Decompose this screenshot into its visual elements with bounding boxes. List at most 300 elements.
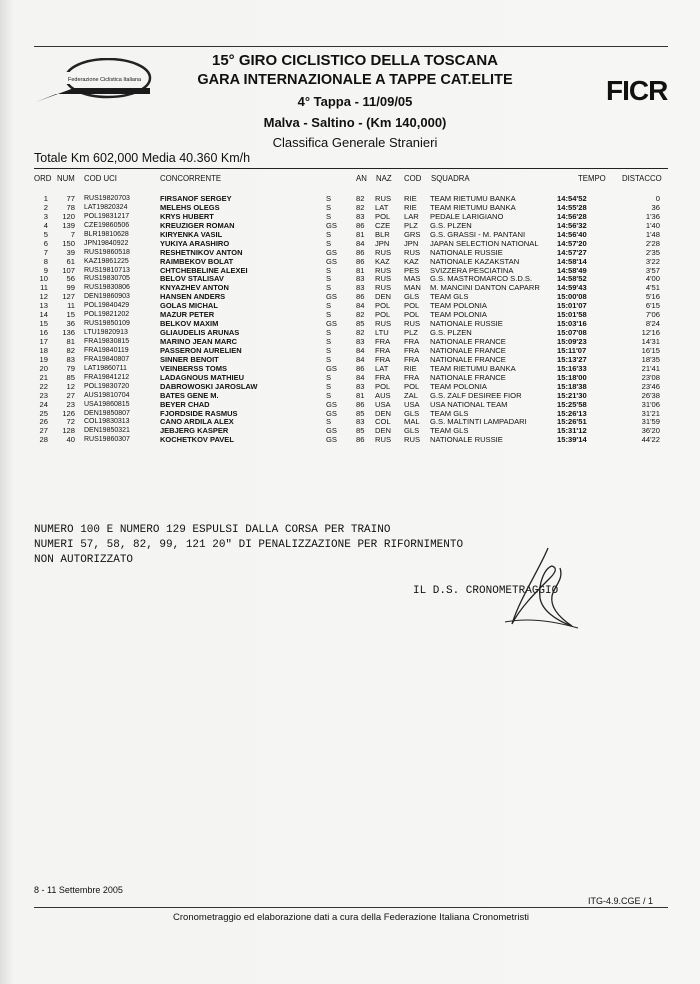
header-rule bbox=[34, 168, 668, 169]
cell-concorrente: BEYER CHAD bbox=[160, 399, 210, 409]
cell-squadra: TEAM RIETUMU BANKA bbox=[430, 202, 516, 212]
cell-ord: 1 bbox=[43, 194, 48, 203]
table-row bbox=[0, 418, 700, 427]
cell-concorrente: VEINBERSS TOMS bbox=[160, 363, 227, 373]
cell-distacco: 2'28 bbox=[645, 238, 660, 248]
cell-naz: RUS bbox=[375, 319, 392, 329]
cell-distacco: 36'20 bbox=[641, 426, 660, 436]
cell-distacco: 5'16 bbox=[645, 292, 660, 302]
cell-an: 83 bbox=[356, 274, 365, 284]
cell-tempo: 15:26'13 bbox=[557, 408, 587, 418]
table-row bbox=[0, 267, 700, 276]
cell-concorrente: MARINO JEAN MARC bbox=[160, 337, 238, 346]
cell-concorrente: HANSEN ANDERS bbox=[160, 292, 226, 302]
cell-squadra: G.S. GRASSI - M. PANTANI bbox=[430, 229, 526, 239]
cell-category: S bbox=[326, 229, 332, 239]
cell-num: 83 bbox=[66, 354, 75, 364]
cell-distacco: 6'15 bbox=[645, 301, 660, 311]
cell-squadra: NATIONALE FRANCE bbox=[430, 372, 506, 382]
cell-distacco: 23'46 bbox=[641, 381, 660, 391]
cell-an: 86 bbox=[356, 292, 365, 302]
cell-cod: RIE bbox=[404, 202, 417, 212]
table-row bbox=[0, 410, 700, 419]
cell-cod-uci: RUS19810713 bbox=[84, 266, 130, 274]
fci-logo-text: Federazione Ciclistica Italiana bbox=[68, 77, 142, 83]
cell-ord: 10 bbox=[39, 274, 48, 284]
cell-cod: USA bbox=[404, 399, 420, 409]
cell-cod-uci: FRA19841212 bbox=[84, 373, 130, 381]
cell-ord: 24 bbox=[39, 399, 48, 409]
cell-squadra: TEAM POLONIA bbox=[430, 301, 487, 311]
table-row bbox=[0, 392, 700, 401]
cell-num: 12 bbox=[66, 381, 75, 391]
col-ord: ORD bbox=[34, 174, 52, 183]
cell-cod-uci: FRA19830815 bbox=[84, 338, 130, 345]
cell-num: 85 bbox=[66, 372, 75, 382]
cell-cod: RUS bbox=[404, 247, 421, 257]
cell-concorrente: DABROWOSKI JAROSLAW bbox=[160, 381, 258, 391]
cell-naz: FRA bbox=[375, 372, 391, 382]
cell-cod-uci: RUS19830705 bbox=[84, 275, 130, 283]
table-row bbox=[0, 231, 700, 240]
cell-naz: RUS bbox=[375, 265, 392, 275]
cell-distacco: 21'41 bbox=[641, 363, 660, 373]
cell-category: GS bbox=[326, 319, 337, 329]
cell-an: 83 bbox=[356, 211, 365, 221]
cell-distacco: 7'06 bbox=[645, 310, 660, 320]
cell-distacco: 18'35 bbox=[641, 354, 660, 364]
route-info: Malva - Saltino - (Km 140,000) bbox=[263, 115, 447, 130]
cell-squadra: M. MANCINI DANTON CAPARR bbox=[430, 283, 540, 293]
cell-num: 39 bbox=[66, 247, 75, 257]
cell-ord: 26 bbox=[39, 417, 48, 427]
fci-logo bbox=[34, 58, 154, 104]
cell-squadra: G.S. MALTINTI LAMPADARI bbox=[430, 417, 527, 427]
race-title: 15° GIRO CICLISTICO DELLA TOSCANA bbox=[211, 52, 499, 69]
note-line: NUMERO 100 E NUMERO 129 ESPULSI DALLA CORSA PER TRAINO bbox=[34, 524, 391, 536]
col-cod-uci: COD UCI bbox=[84, 174, 117, 183]
cell-distacco: 36 bbox=[651, 202, 660, 212]
cell-distacco: 1'36 bbox=[645, 211, 660, 221]
cell-an: 83 bbox=[356, 283, 365, 293]
cell-tempo: 14:54'52 bbox=[557, 194, 587, 203]
cell-cod: KAZ bbox=[404, 256, 419, 266]
cell-category: GS bbox=[326, 435, 337, 445]
cell-cod-uci: AUS19810704 bbox=[84, 391, 130, 399]
stage-info: 4° Tappa - 11/09/05 bbox=[297, 94, 413, 109]
cell-distacco: 26'38 bbox=[641, 390, 660, 400]
cell-ord: 5 bbox=[43, 229, 48, 239]
cell-squadra: NATIONALE RUSSIE bbox=[430, 319, 503, 329]
table-row bbox=[0, 401, 700, 410]
cell-category: S bbox=[326, 283, 332, 293]
cell-concorrente: KREUZIGER ROMAN bbox=[160, 220, 235, 230]
cell-ord: 11 bbox=[40, 283, 48, 293]
cell-ord: 28 bbox=[39, 435, 48, 445]
cell-cod-uci: RUS19860307 bbox=[84, 436, 130, 444]
cell-ord: 17 bbox=[39, 337, 48, 346]
cell-concorrente: GOLAS MICHAL bbox=[160, 301, 218, 311]
signature-line: IL D.S. CRONOMETRAGGIO bbox=[413, 585, 559, 597]
cell-squadra: TEAM GLS bbox=[430, 408, 469, 418]
cell-naz: FRA bbox=[375, 354, 391, 364]
cell-ord: 21 bbox=[39, 372, 48, 382]
cell-tempo: 15:31'12 bbox=[557, 426, 587, 436]
cell-ord: 8 bbox=[43, 256, 48, 266]
cell-tempo: 14:59'43 bbox=[557, 283, 587, 293]
cell-concorrente: FJORDSIDE RASMUS bbox=[160, 408, 238, 418]
cell-category: GS bbox=[326, 247, 337, 257]
cell-ord: 25 bbox=[39, 408, 48, 418]
cell-concorrente: BATES GENE M. bbox=[160, 390, 219, 400]
cell-ord: 23 bbox=[39, 390, 48, 400]
cell-cod: GLS bbox=[404, 426, 420, 436]
cell-cod-uci: LAT19820324 bbox=[84, 203, 128, 211]
note-line: NUMERI 57, 58, 82, 99, 121 20" DI PENALIZZAZIONE PER RIFORNIMENTO bbox=[34, 539, 464, 551]
col-tempo: TEMPO bbox=[578, 174, 606, 183]
cell-category: GS bbox=[326, 292, 337, 302]
cell-cod-uci: RUS19850109 bbox=[84, 320, 130, 328]
cell-distacco: 14'31 bbox=[641, 337, 660, 346]
cell-distacco: 31'59 bbox=[641, 417, 660, 427]
cell-tempo: 15:21'30 bbox=[557, 390, 587, 400]
cell-tempo: 15:26'51 bbox=[557, 417, 587, 427]
cell-num: 120 bbox=[62, 211, 75, 221]
cell-distacco: 16'15 bbox=[641, 345, 660, 355]
cell-tempo: 15:25'58 bbox=[557, 399, 587, 409]
cell-an: 81 bbox=[356, 265, 365, 275]
cell-an: 86 bbox=[356, 247, 365, 257]
cell-naz: BLR bbox=[375, 229, 390, 239]
cell-cod-uci: DEN19850321 bbox=[84, 427, 130, 435]
cell-an: 82 bbox=[356, 310, 365, 320]
cell-cod-uci: POL19831217 bbox=[84, 212, 130, 220]
cell-tempo: 15:39'14 bbox=[557, 435, 587, 445]
table-row bbox=[0, 383, 700, 392]
cell-ord: 4 bbox=[43, 220, 48, 230]
cell-ord: 7 bbox=[43, 247, 48, 257]
cell-cod: FRA bbox=[404, 345, 420, 355]
cell-concorrente: GLIAUDELIS ARUNAS bbox=[160, 328, 240, 338]
top-rule bbox=[34, 46, 668, 47]
cell-squadra: NATIONALE FRANCE bbox=[430, 354, 506, 364]
cell-an: 86 bbox=[356, 435, 365, 445]
cell-distacco: 4'51 bbox=[645, 283, 660, 293]
cell-naz: CZE bbox=[375, 220, 391, 230]
cell-naz: COL bbox=[375, 417, 391, 427]
cell-concorrente: FIRSANOF SERGEY bbox=[160, 194, 232, 203]
summary-line: Totale Km 602,000 Media 40.360 Km/h bbox=[34, 151, 251, 165]
cell-distacco: 3'22 bbox=[645, 256, 660, 266]
cell-ord: 3 bbox=[43, 211, 48, 221]
cell-an: 81 bbox=[356, 229, 365, 239]
cell-category: S bbox=[326, 274, 332, 284]
cell-num: 81 bbox=[66, 337, 75, 346]
cell-an: 86 bbox=[356, 399, 365, 409]
cell-ord: 22 bbox=[39, 381, 48, 391]
cell-category: S bbox=[326, 337, 332, 346]
cell-num: 82 bbox=[66, 345, 75, 355]
cell-category: S bbox=[326, 202, 332, 212]
cell-an: 82 bbox=[356, 202, 365, 212]
cell-naz: USA bbox=[375, 399, 391, 409]
cell-ord: 2 bbox=[43, 202, 48, 212]
table-row bbox=[0, 249, 700, 258]
table-row bbox=[0, 293, 700, 302]
cell-num: 107 bbox=[62, 265, 75, 275]
cell-cod: LAR bbox=[404, 211, 419, 221]
cell-tempo: 14:56'40 bbox=[557, 229, 587, 239]
cell-distacco: 12'16 bbox=[641, 328, 660, 338]
cell-cod: GLS bbox=[404, 408, 420, 418]
cell-tempo: 15:13'27 bbox=[557, 354, 587, 364]
classification-title: Classifica Generale Stranieri bbox=[272, 135, 438, 150]
cell-category: S bbox=[326, 328, 332, 338]
cell-an: 84 bbox=[356, 354, 365, 364]
cell-naz: DEN bbox=[375, 292, 392, 302]
cell-num: 150 bbox=[62, 238, 75, 248]
cell-tempo: 14:58'52 bbox=[557, 274, 587, 284]
cell-cod: POL bbox=[404, 310, 420, 320]
table-row bbox=[0, 284, 700, 293]
cell-concorrente: CANO ARDILA ALEX bbox=[160, 417, 234, 427]
cell-cod-uci: RUS19820703 bbox=[84, 195, 130, 202]
cell-cod-uci: POL19821202 bbox=[84, 311, 130, 319]
cell-an: 86 bbox=[356, 363, 365, 373]
cell-ord: 6 bbox=[43, 238, 48, 248]
cell-naz: DEN bbox=[375, 426, 392, 436]
cell-an: 86 bbox=[356, 256, 365, 266]
cell-cod: RUS bbox=[404, 435, 421, 445]
cell-cod-uci: CZE19860506 bbox=[84, 221, 130, 229]
cell-naz: RUS bbox=[375, 274, 392, 284]
cell-ord: 13 bbox=[39, 301, 48, 311]
cell-concorrente: RESHETNIKOV ANTON bbox=[160, 247, 243, 257]
cell-category: S bbox=[326, 345, 332, 355]
cell-cod: RIE bbox=[404, 194, 417, 203]
cell-cod-uci: BLR19810628 bbox=[84, 230, 129, 238]
cell-tempo: 15:16'33 bbox=[557, 363, 587, 373]
cell-num: 15 bbox=[66, 310, 75, 320]
note-line: NON AUTORIZZATO bbox=[34, 554, 134, 566]
cell-tempo: 14:58'49 bbox=[557, 265, 587, 275]
cell-naz: POL bbox=[375, 310, 391, 320]
cell-category: S bbox=[326, 310, 332, 320]
cell-cod: ZAL bbox=[404, 390, 418, 400]
col-concorrente: CONCORRENTE bbox=[160, 174, 222, 183]
cell-squadra: TEAM GLS bbox=[430, 292, 469, 302]
cell-an: 84 bbox=[356, 238, 365, 248]
cell-cod: GLS bbox=[404, 292, 420, 302]
cell-an: 84 bbox=[356, 372, 365, 382]
ficr-logo: FICR bbox=[606, 75, 668, 106]
cell-naz: RUS bbox=[375, 194, 392, 203]
cell-concorrente: MELEHS OLEGS bbox=[160, 202, 220, 212]
cell-tempo: 15:09'23 bbox=[557, 337, 587, 346]
table-row bbox=[0, 436, 700, 445]
cell-cod: PLZ bbox=[404, 328, 418, 338]
cell-cod: FRA bbox=[404, 372, 420, 382]
cell-cod-uci: DEN19860903 bbox=[84, 293, 130, 301]
cell-ord: 9 bbox=[43, 265, 48, 275]
cell-tempo: 15:11'07 bbox=[557, 345, 587, 355]
cell-squadra: TEAM RIETUMU BANKA bbox=[430, 363, 516, 373]
cell-distacco: 1'40 bbox=[645, 220, 660, 230]
cell-an: 83 bbox=[356, 417, 365, 427]
cell-naz: LTU bbox=[375, 328, 389, 338]
cell-category: S bbox=[326, 381, 332, 391]
cell-cod-uci: DEN19850807 bbox=[84, 409, 130, 417]
cell-distacco: 0 bbox=[655, 194, 660, 203]
cell-num: 126 bbox=[62, 408, 75, 418]
race-subtitle: GARA INTERNAZIONALE A TAPPE CAT.ELITE bbox=[197, 72, 513, 88]
cell-an: 86 bbox=[356, 220, 365, 230]
cell-an: 85 bbox=[356, 426, 365, 436]
cell-category: S bbox=[326, 354, 332, 364]
cell-tempo: 14:57'20 bbox=[557, 238, 587, 248]
cell-cod-uci: KAZ19861225 bbox=[84, 257, 129, 265]
cell-category: S bbox=[326, 265, 332, 275]
cell-category: S bbox=[326, 417, 332, 427]
cell-tempo: 15:18'38 bbox=[557, 381, 587, 391]
footer-date: 8 - 11 Settembre 2005 bbox=[34, 885, 123, 895]
cell-category: S bbox=[326, 211, 332, 221]
table-row bbox=[0, 329, 700, 338]
cell-naz: FRA bbox=[375, 345, 391, 355]
cell-an: 84 bbox=[356, 345, 365, 355]
cell-concorrente: JEBJERG KASPER bbox=[160, 426, 229, 436]
cell-category: S bbox=[326, 194, 332, 203]
cell-squadra: G.S. ZALF DESIREE FIOR bbox=[430, 390, 522, 400]
cell-naz: FRA bbox=[375, 337, 391, 346]
table-row bbox=[0, 374, 700, 383]
cell-cod-uci: RUS19860518 bbox=[84, 248, 130, 256]
cell-num: 61 bbox=[66, 256, 75, 266]
table-row bbox=[0, 222, 700, 231]
cell-cod: POL bbox=[404, 381, 420, 391]
table-row bbox=[0, 258, 700, 267]
cell-category: S bbox=[326, 390, 332, 400]
cell-naz: JPN bbox=[375, 238, 390, 248]
cell-squadra: JAPAN SELECTION NATIONAL bbox=[430, 238, 539, 248]
footer-credit: Cronometraggio ed elaborazione dati a cura della Federazione Italiana Cronometristi bbox=[173, 912, 529, 923]
cell-cod: FRA bbox=[404, 354, 420, 364]
cell-num: 23 bbox=[66, 399, 75, 409]
cell-concorrente: PASSERON AURELIEN bbox=[160, 345, 242, 355]
notes-block bbox=[34, 523, 463, 568]
cell-num: 136 bbox=[62, 328, 75, 338]
cell-distacco: 4'00 bbox=[645, 274, 660, 284]
cell-num: 72 bbox=[66, 417, 75, 427]
cell-concorrente: CHTCHEBELINE ALEXEI bbox=[160, 265, 248, 275]
cell-distacco: 3'57 bbox=[645, 265, 660, 275]
handwritten-signature bbox=[500, 538, 590, 633]
cell-cod: RIE bbox=[404, 363, 417, 373]
cell-concorrente: KIRYENKA VASIL bbox=[160, 229, 223, 239]
cell-category: GS bbox=[326, 256, 337, 266]
cell-distacco: 31'21 bbox=[641, 408, 660, 418]
cell-an: 85 bbox=[356, 319, 365, 329]
cell-num: 99 bbox=[66, 283, 75, 293]
cell-category: S bbox=[326, 238, 332, 248]
cell-squadra: NATIONALE FRANCE bbox=[430, 345, 506, 355]
cell-category: S bbox=[326, 372, 332, 382]
cell-naz: POL bbox=[375, 211, 391, 221]
cell-naz: POL bbox=[375, 301, 391, 311]
cell-concorrente: MAZUR PETER bbox=[160, 310, 215, 320]
cell-tempo: 15:07'08 bbox=[557, 328, 587, 338]
cell-squadra: NATIONALE RUSSIE bbox=[430, 435, 503, 445]
cell-ord: 18 bbox=[39, 345, 48, 355]
cell-tempo: 14:57'27 bbox=[557, 247, 587, 257]
cell-squadra: G.S. MASTROMARCO S.D.S. bbox=[430, 274, 533, 284]
cell-ord: 16 bbox=[39, 328, 48, 338]
cell-cod-uci: POL19840429 bbox=[84, 302, 130, 310]
results-table bbox=[0, 195, 700, 445]
cell-cod: FRA bbox=[404, 337, 420, 346]
cell-naz: LAT bbox=[375, 363, 389, 373]
cell-squadra: PEDALE LARIGIANO bbox=[430, 211, 504, 221]
cell-squadra: G.S. PLZEN bbox=[430, 328, 472, 338]
cell-squadra: TEAM POLONIA bbox=[430, 310, 487, 320]
table-row bbox=[0, 365, 700, 374]
cell-tempo: 14:56'28 bbox=[557, 211, 587, 221]
cell-ord: 27 bbox=[39, 426, 48, 436]
cell-cod: GRS bbox=[404, 229, 421, 239]
table-row bbox=[0, 320, 700, 329]
cell-cod: MAL bbox=[404, 417, 420, 427]
cell-cod-uci: USA19860815 bbox=[84, 400, 130, 408]
col-distacco: DISTACCO bbox=[622, 174, 662, 183]
cell-cod: RUS bbox=[404, 319, 421, 329]
cell-concorrente: BELKOV MAXIM bbox=[160, 319, 219, 329]
table-row bbox=[0, 275, 700, 284]
cell-num: 11 bbox=[67, 301, 75, 311]
cell-an: 82 bbox=[356, 194, 365, 203]
cell-tempo: 15:01'58 bbox=[557, 310, 587, 320]
cell-ord: 19 bbox=[39, 354, 48, 364]
cell-ord: 15 bbox=[39, 319, 48, 329]
footer-code: ITG-4.9.CGE / 1 bbox=[588, 896, 654, 906]
cell-squadra: TEAM RIETUMU BANKA bbox=[430, 194, 516, 203]
col-cod: COD bbox=[404, 174, 422, 183]
cell-category: GS bbox=[326, 220, 337, 230]
cell-num: 56 bbox=[66, 274, 75, 284]
cell-distacco: 8'24 bbox=[645, 319, 660, 329]
cell-an: 83 bbox=[356, 381, 365, 391]
cell-an: 84 bbox=[356, 301, 365, 311]
cell-squadra: TEAM GLS bbox=[430, 426, 469, 436]
cell-cod-uci: RUS19830806 bbox=[84, 284, 130, 292]
cell-naz: POL bbox=[375, 381, 391, 391]
cell-distacco: 2'35 bbox=[645, 247, 660, 257]
table-row bbox=[0, 311, 700, 320]
col-num: NUM bbox=[57, 174, 75, 183]
cell-num: 7 bbox=[70, 229, 75, 239]
cell-squadra: G.S. PLZEN bbox=[430, 220, 472, 230]
col-an: AN bbox=[356, 174, 367, 183]
cell-distacco: 44'22 bbox=[641, 435, 660, 445]
cell-num: 77 bbox=[66, 194, 75, 203]
table-row bbox=[0, 302, 700, 311]
cell-squadra: USA NATIONAL TEAM bbox=[430, 399, 508, 409]
cell-concorrente: BELOV STALISAV bbox=[160, 274, 224, 284]
cell-ord: 20 bbox=[39, 363, 48, 373]
cell-an: 85 bbox=[356, 408, 365, 418]
cell-cod: JPN bbox=[404, 238, 419, 248]
cell-num: 139 bbox=[62, 220, 75, 230]
footer-rule bbox=[34, 907, 668, 908]
